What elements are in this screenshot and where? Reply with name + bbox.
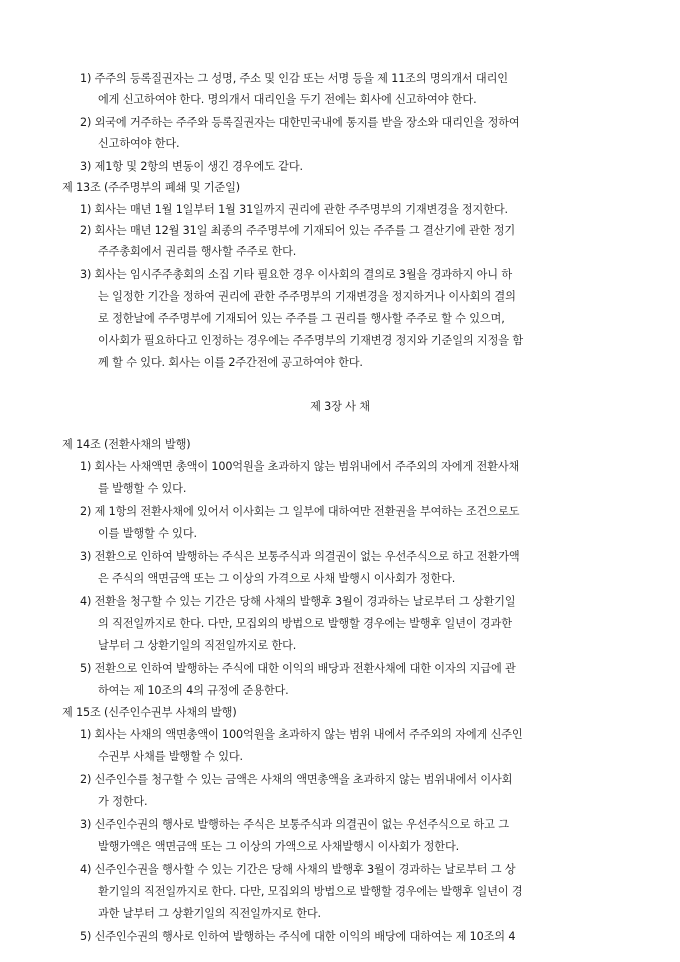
art13-item3-line2: 는 일정한 기간을 정하여 권리에 관한 주주명부의 기재변경을 정지하거나 이사회의 결의 xyxy=(98,290,516,303)
art15-heading: 제 15조 (신주인수권부 사채의 발행) xyxy=(62,706,237,719)
art12-item3-line1: 3) 제1항 및 2항의 변동이 생긴 경우에도 같다. xyxy=(80,160,303,173)
art13-item1-line1: 1) 회사는 매년 1월 1일부터 1월 31일까지 권리에 관한 주주명부의 기재변경을 정지한다. xyxy=(80,203,508,216)
art14-item4-line1: 4) 전환을 청구할 수 있는 기간은 당해 사채의 발행후 3월이 경과하는 날로부터 그 상환기일 xyxy=(80,595,516,608)
art13-item3-line3: 로 정한날에 주주명부에 기재되어 있는 주주를 그 권리를 행사할 주주로 할 수 있으며, xyxy=(98,312,505,325)
art15-item3-line2: 발행가액은 액면금액 또는 그 이상의 가액으로 사채발행시 이사회가 정한다. xyxy=(98,840,460,853)
art14-item1-line1: 1) 회사는 사채액면 총액이 100억원을 초과하지 않는 범위내에서 주주외의 자에게 전환사채 xyxy=(80,460,520,473)
art12-item2-line2: 신고하여야 한다. xyxy=(98,137,180,150)
art14-item5-line1: 5) 전환으로 인하여 발행하는 주식에 대한 이익의 배당과 전환사채에 대한 이자의 지급에 관 xyxy=(80,662,516,675)
art15-item1-line2: 수권부 사채를 발행할 수 있다. xyxy=(98,750,243,763)
art12-item1-line2: 에게 신고하여야 한다. 명의개서 대리인을 두기 전에는 회사에 신고하여야 한다. xyxy=(98,93,477,106)
art14-item4-line3: 날부터 그 상환기일의 직전일까지로 한다. xyxy=(98,639,297,652)
art13-heading: 제 13조 (주주명부의 폐쇄 및 기준일) xyxy=(62,181,240,194)
art14-item3-line1: 3) 전환으로 인하여 발행하는 주식은 보통주식과 의결권이 없는 우선주식으로 하고 전환가액 xyxy=(80,550,520,563)
art15-item3-line1: 3) 신주인수권의 행사로 발행하는 주식은 보통주식과 의결권이 없는 우선주식으로 하고 그 xyxy=(80,818,509,831)
art13-item3-line4: 이사회가 필요하다고 인정하는 경우에는 주주명부의 기재변경 정지와 기준일의 지정을 함 xyxy=(98,334,523,347)
art13-item3-line5: 께 할 수 있다. 회사는 이를 2주간전에 공고하여야 한다. xyxy=(98,356,363,369)
art14-item5-line2: 하여는 제 10조의 4의 규정에 준용한다. xyxy=(98,684,289,697)
art13-item3-line1: 3) 회사는 임시주주총회의 소집 기타 필요한 경우 이사회의 결의로 3월을 경과하지 아니 하 xyxy=(80,268,513,281)
chapter-3-title: 제 3장 사 채 xyxy=(310,400,370,413)
art14-item2-line1: 2) 제 1항의 전환사채에 있어서 이사회는 그 일부에 대하여만 전환권을 부여하는 조건으로도 xyxy=(80,505,520,518)
art15-item2-line1: 2) 신주인수를 청구할 수 있는 금액은 사채의 액면총액을 초과하지 않는 범위내에서 이사회 xyxy=(80,773,513,786)
art12-item2-line1: 2) 외국에 거주하는 주주와 등록질권자는 대한민국내에 통지를 받을 장소와 대리인을 정하여 xyxy=(80,116,520,129)
art14-item3-line2: 은 주식의 액면금액 또는 그 이상의 가격으로 사채 발행시 이사회가 정한다. xyxy=(98,572,456,585)
art15-item4-line1: 4) 신주인수권을 행사할 수 있는 기간은 당해 사채의 발행후 3월이 경과하는 날로부터 그 상 xyxy=(80,863,516,876)
art15-item5-line1: 5) 신주인수권의 행사로 인하여 발행하는 주식에 대한 이익의 배당에 대하여는 제 10조의 4 xyxy=(80,930,516,943)
art15-item4-line2: 환기일의 직전일까지로 한다. 다만, 모집외의 방법으로 발행할 경우에는 발행후 일년이 경 xyxy=(98,885,523,898)
art14-heading: 제 14조 (전환사채의 발행) xyxy=(62,438,191,451)
art15-item2-line2: 가 정한다. xyxy=(98,795,148,808)
art14-item2-line2: 이를 발행할 수 있다. xyxy=(98,527,197,540)
art14-item1-line2: 를 발행할 수 있다. xyxy=(98,482,187,495)
art15-item1-line1: 1) 회사는 사채의 액면총액이 100억원을 초과하지 않는 범위 내에서 주주외의 자에게 신주인 xyxy=(80,728,523,741)
art13-item2-line1: 2) 회사는 매년 12월 31일 최종의 주주명부에 기재되어 있는 주주를 그 결산기에 관한 정기 xyxy=(80,224,516,237)
art12-item1-line1: 1) 주주의 등록질권자는 그 성명, 주소 및 인감 또는 서명 등을 제 11조의 명의개서 대리인 xyxy=(80,72,508,85)
art13-item2-line2: 주주총회에서 권리를 행사할 주주로 한다. xyxy=(98,245,297,258)
art14-item4-line2: 의 직전일까지로 한다. 다만, 모집외의 방법으로 발행할 경우에는 발행후 일년이 경과한 xyxy=(98,617,512,630)
art15-item4-line3: 과한 날부터 그 상환기일의 직전일까지로 한다. xyxy=(98,907,321,920)
